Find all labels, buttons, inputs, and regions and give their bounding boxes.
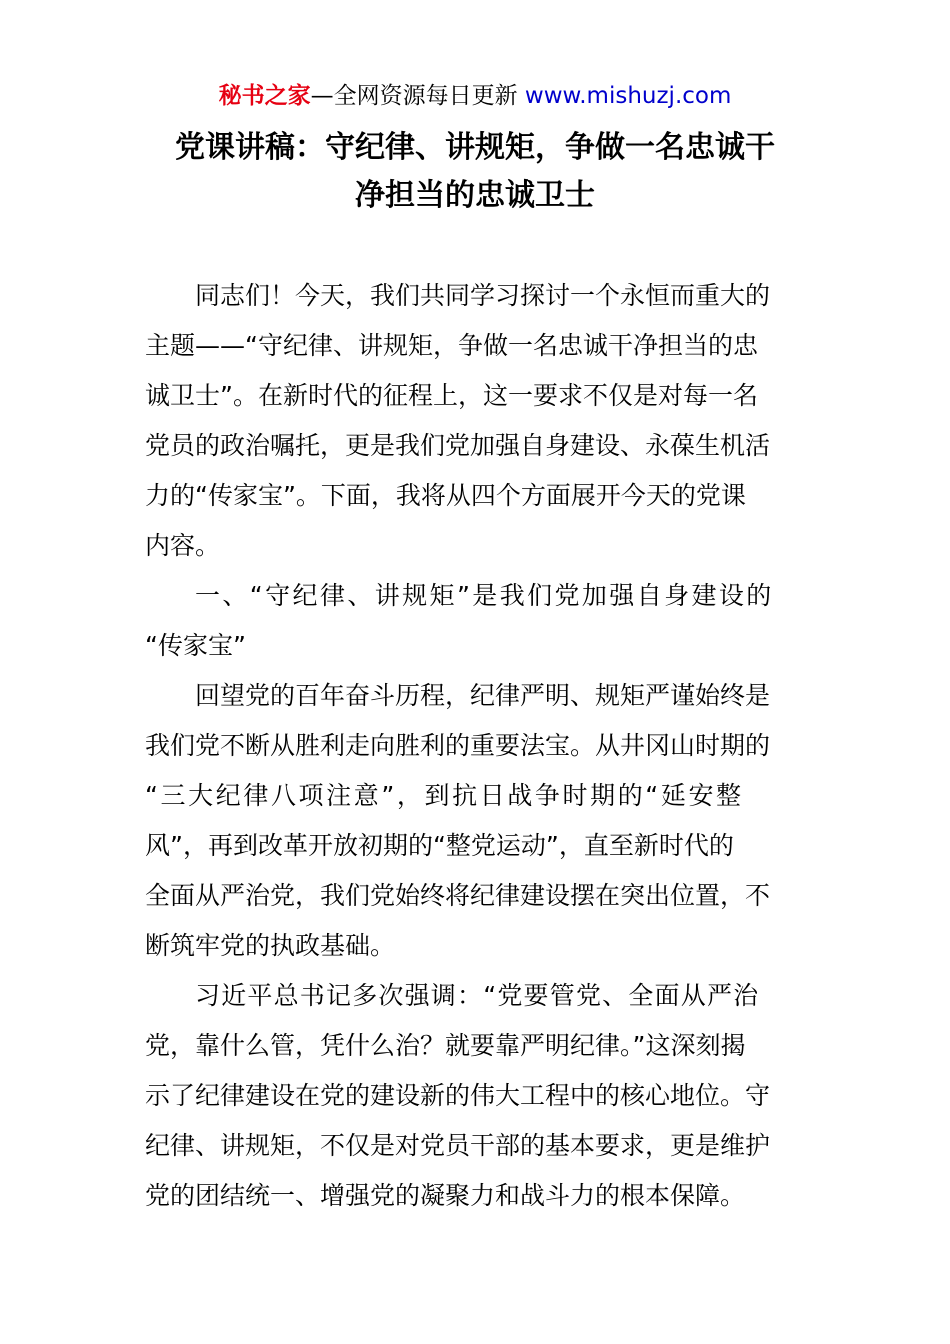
text-line: 全面从严治党，我们党始终将纪律建设摆在突出位置，不 <box>145 881 771 910</box>
text-line: 党员的政治嘱托，更是我们党加强自身建设、永葆生机活 <box>145 431 771 460</box>
text-line: 主题——“守纪律、讲规矩，争做一名忠诚干净担当的忠 <box>145 331 758 360</box>
text-line: 我们党不断从胜利走向胜利的重要法宝。从井冈山时期的 <box>145 731 771 760</box>
text-line: 诚卫士”。在新时代的征程上，这一要求不仅是对每一名 <box>145 381 758 410</box>
heading-line: “传家宝” <box>145 631 246 660</box>
text-line: 示了纪律建设在党的建设新的伟大工程中的核心地位。守 <box>145 1081 771 1110</box>
text-line: 纪律、讲规矩，不仅是对党员干部的基本要求，更是维护 <box>145 1131 771 1160</box>
section-heading-1 <box>145 571 805 671</box>
paragraph-quote <box>145 971 805 1221</box>
document-body <box>145 271 805 1221</box>
text-line: 党，靠什么管，凭什么治？就要靠严明纪律。”这深刻揭 <box>145 1031 746 1060</box>
text-line: 回望党的百年奋斗历程，纪律严明、规矩严谨始终是 <box>195 681 771 710</box>
text-line: 习近平总书记多次强调：“党要管党、全面从严治 <box>195 981 760 1010</box>
text-line: 党的团结统一、增强党的凝聚力和战斗力的根本保障。 <box>145 1181 746 1210</box>
text-line: 内容。 <box>145 531 221 560</box>
paragraph-history <box>145 671 805 971</box>
title-line-1: 党课讲稿：守纪律、讲规矩，争做一名忠诚干 <box>175 130 775 165</box>
text-line: 风”，再到改革开放初期的“整党运动”，直至新时代的 <box>145 831 734 860</box>
text-line: 断筑牢党的执政基础。 <box>145 931 396 960</box>
site-url-link[interactable]: www.mishuzj.com <box>524 83 732 109</box>
title-line-2: 净担当的忠诚卫士 <box>355 178 595 213</box>
paragraph-intro <box>145 271 805 571</box>
text-line: 同志们！今天，我们共同学习探讨一个永恒而重大的 <box>195 281 771 310</box>
document-title <box>0 124 950 220</box>
heading-line: 一、“守纪律、讲规矩”是我们党加强自身建设的 <box>195 581 774 610</box>
site-header <box>0 80 950 112</box>
text-line: 力的“传家宝”。下面，我将从四个方面展开今天的党课 <box>145 481 746 510</box>
text-line: “三大纪律八项注意”，到抗日战争时期的“延安整 <box>145 781 744 810</box>
site-brand: 秘书之家 <box>218 83 311 109</box>
site-tagline: —全网资源每日更新 <box>310 83 525 109</box>
